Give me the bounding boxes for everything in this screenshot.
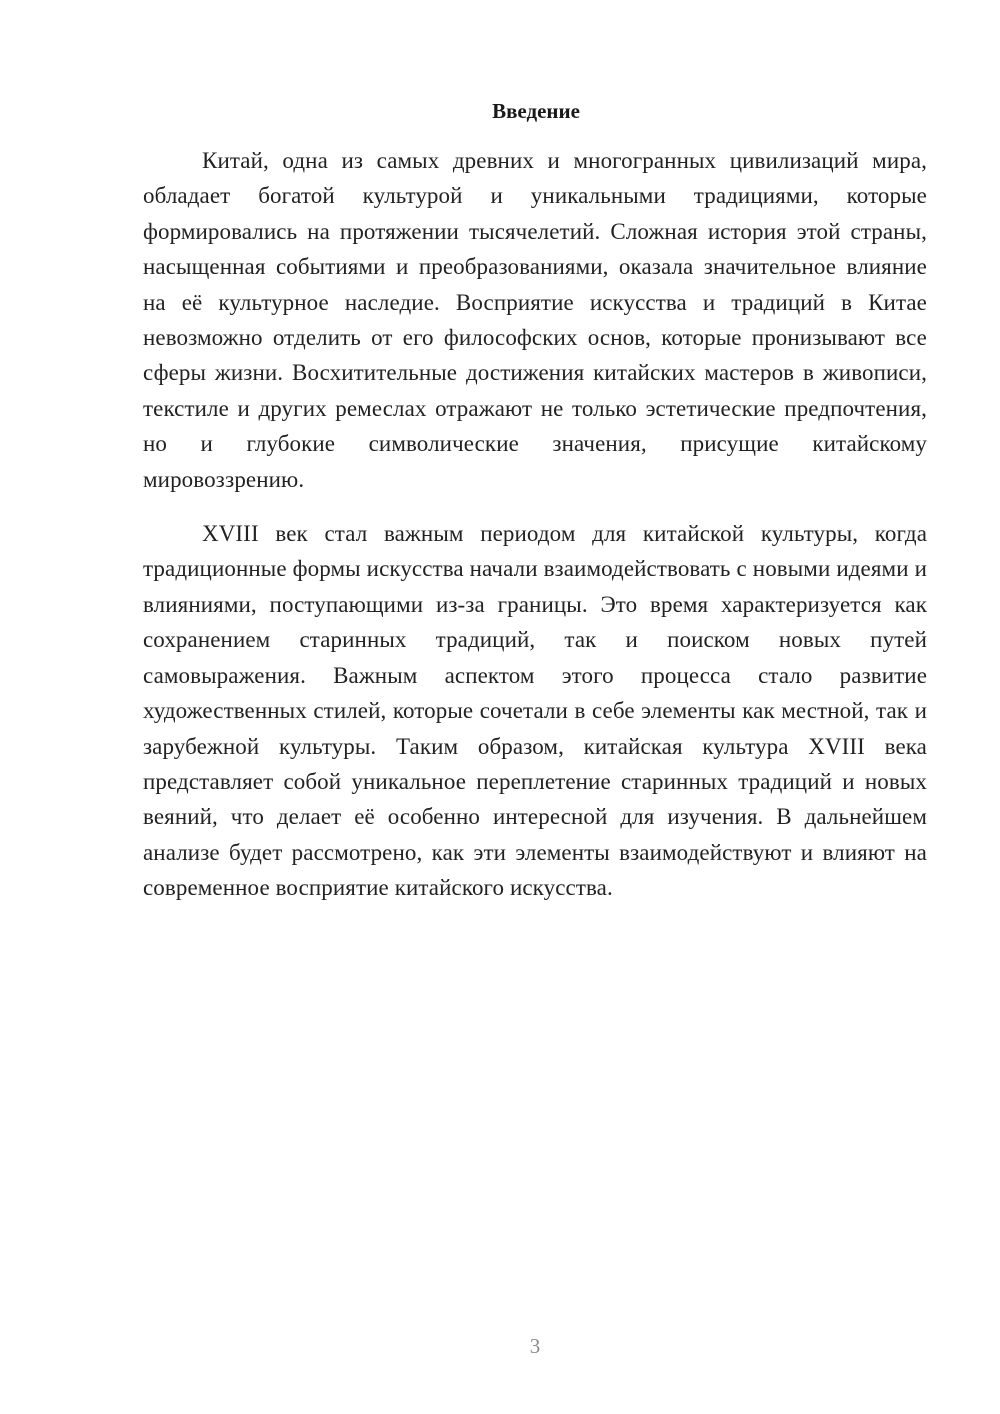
paragraph-eighteenth-century: XVIII век стал важным периодом для китайской культуры, когда традиционные формы искусства начали взаимодействовать с новыми идеями и влияниями, поступающими из-за границы. Это время характеризуется как сохранением старинных традиций, так и поиском новых путей самовыражения. Важным аспектом этого процесса стало развитие художественных стилей, которые сочетали в себе элементы как местной, так и зарубежной культуры. Таким образом, китайская культура XVIII века представляет собой уникальное переплетение старинных традиций и новых веяний, что делает её особенно интересной для изучения. В дальнейшем анализе будет рассмотрено, как эти элементы взаимодействуют и влияют на современное восприятие китайского искусства. (143, 521, 927, 901)
page-number: 3 (529, 1334, 541, 1358)
section-heading: Введение (492, 99, 580, 123)
body-text (143, 143, 927, 906)
paragraph-intro: Китай, одна из самых древних и многогранных цивилизаций мира, обладает богатой культурой и уникальными традициями, которые формировались на протяжении тысячелетий. Сложная история этой страны, насыщенная событиями и преобразованиями, оказала значительное влияние на её культурное наследие. Восприятие искусства и традиций в Китае невозможно отделить от его философских основ, которые пронизывают все сферы жизни. Восхитительные достижения китайских мастеров в живописи, текстиле и других ремеслах отражают не только эстетические предпочтения, но и глубокие символические значения, присущие китайскому мировоззрению. (143, 148, 927, 492)
